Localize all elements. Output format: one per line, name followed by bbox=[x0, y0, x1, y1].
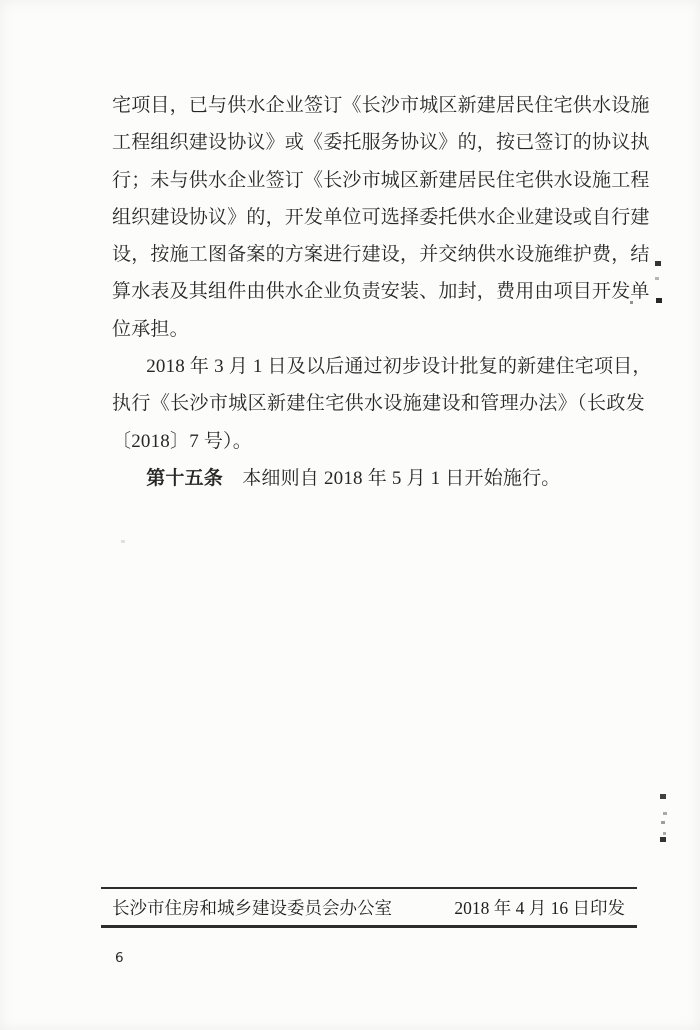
footer-issuer: 长沙市住房和城乡建设委员会办公室 bbox=[112, 898, 392, 918]
document-line: 行；未与供水企业签订《长沙市城区新建居民住宅供水设施工程 bbox=[112, 169, 650, 191]
scan-speck bbox=[663, 812, 667, 815]
scan-speck bbox=[121, 540, 125, 543]
document-line: 工程组织建设协议》或《委托服务协议》的，按已签订的协议执 bbox=[112, 132, 650, 154]
scan-speck bbox=[656, 298, 662, 303]
footer-rule-bottom bbox=[101, 925, 637, 928]
scan-speck bbox=[661, 821, 665, 824]
article-text: 本细则自 2018 年 5 月 1 日开始施行。 bbox=[223, 467, 561, 489]
scan-speck bbox=[663, 832, 666, 835]
document-line: 执行《长沙市城区新建住宅供水设施建设和管理办法》（长政发 bbox=[112, 393, 645, 415]
scan-speck bbox=[660, 837, 666, 842]
document-line: 组织建设协议》的，开发单位可选择委托供水企业建设或自行建 bbox=[112, 206, 650, 228]
document-line: 位承担。 bbox=[112, 318, 189, 340]
scan-speck bbox=[630, 301, 633, 304]
scan-speck bbox=[655, 261, 661, 266]
document-line: 算水表及其组件由供水企业负责安装、加封，费用由项目开发单 bbox=[112, 281, 650, 303]
scan-speck bbox=[660, 794, 666, 799]
scan-speck bbox=[655, 277, 659, 280]
footer-print-date: 2018 年 4 月 16 日印发 bbox=[454, 898, 625, 918]
footer bbox=[112, 894, 625, 922]
document-body bbox=[112, 87, 652, 497]
article-number-label: 第十五条 bbox=[146, 467, 223, 489]
footer-rule-top bbox=[101, 887, 637, 889]
page-number: 6 bbox=[115, 950, 124, 966]
document-line: 〔2018〕7 号）。 bbox=[112, 430, 252, 452]
document-line: 宅项目，已与供水企业签订《长沙市城区新建居民住宅供水设施 bbox=[112, 95, 650, 116]
document-line: 设，按施工图备案的方案进行建设，并交纳供水设施维护费，结 bbox=[112, 244, 650, 266]
document-line-article bbox=[112, 460, 645, 497]
document-line: 2018 年 3 月 1 日及以后通过初步设计批复的新建住宅项目， bbox=[146, 356, 652, 378]
